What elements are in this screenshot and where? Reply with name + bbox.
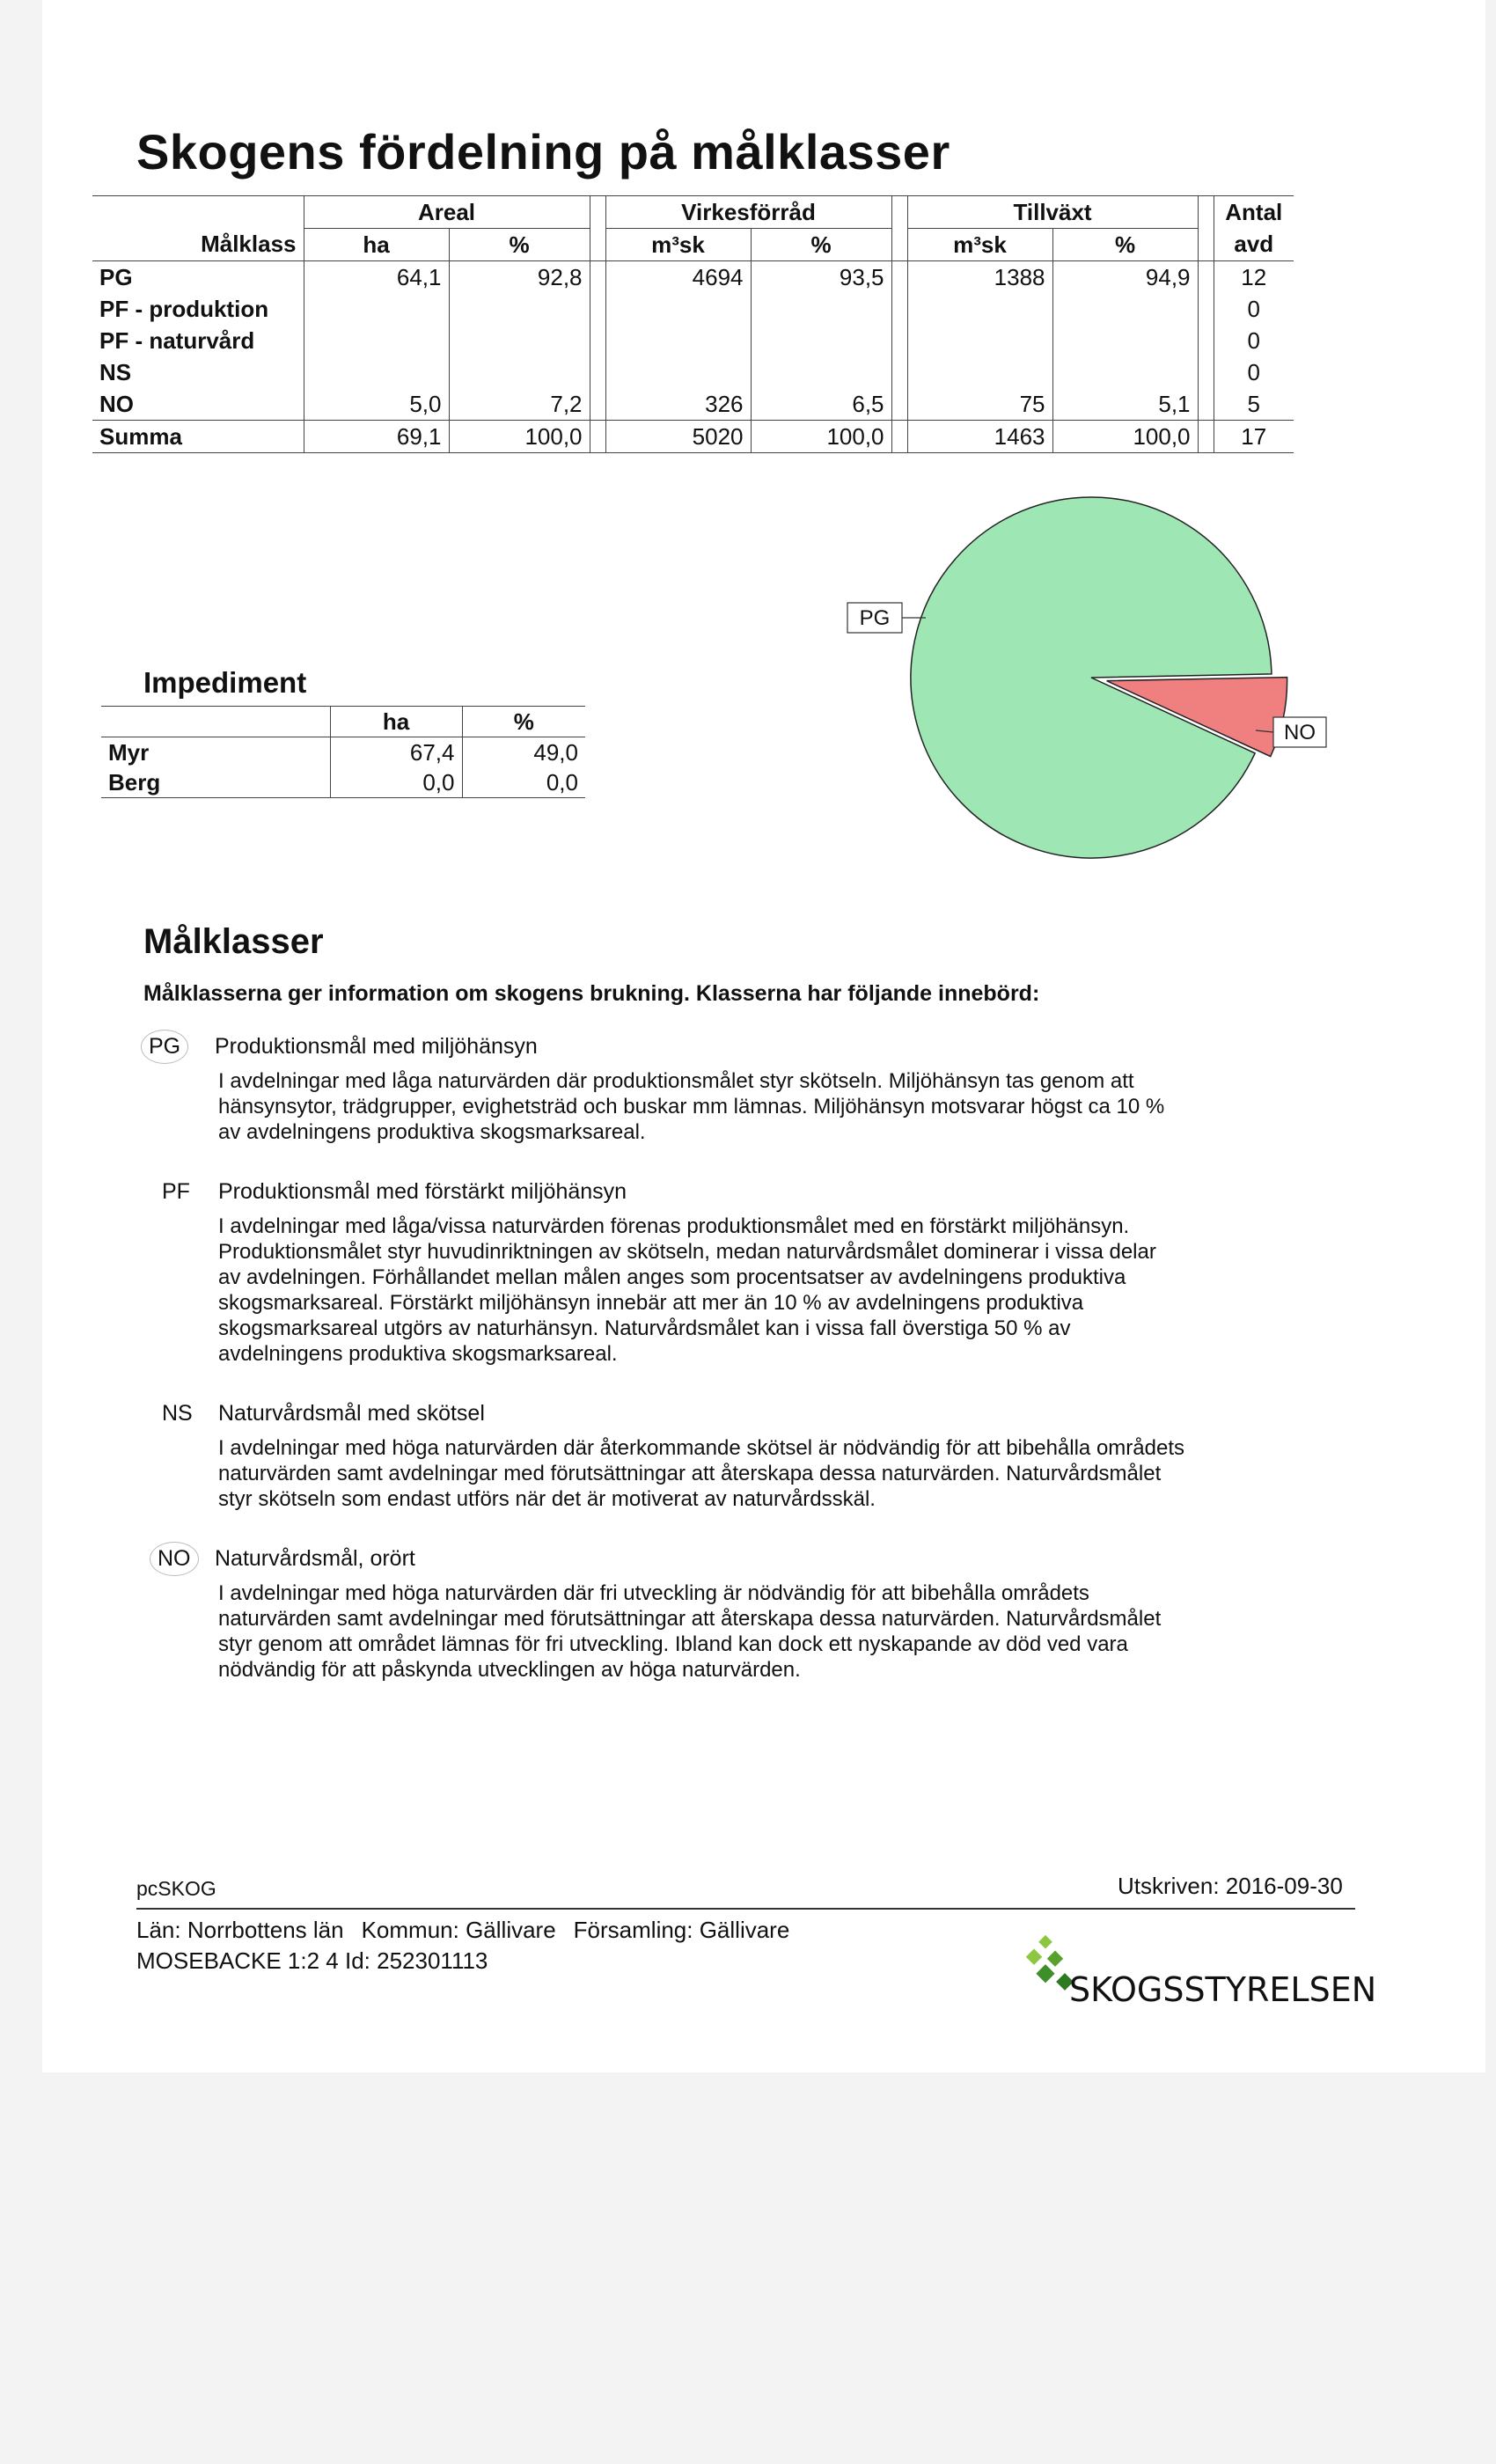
desc-line: I avdelningar med höga naturvärden där fri utveckling är nödvändig för att bibehålla områdets (218, 1581, 1089, 1605)
table-row (101, 737, 585, 768)
class-name: Produktionsmål med förstärkt miljöhänsyn (218, 1178, 627, 1204)
impediment-table (101, 706, 585, 798)
table-cell: 94,9 (1052, 261, 1198, 294)
impediment-title: Impediment (143, 666, 307, 699)
class-description (141, 1214, 1311, 1367)
desc-line: avdelningens produktiva skogsmarksareal. (218, 1342, 618, 1366)
desc-line: skogsmarksareal utgörs av naturhänsyn. Naturvårdsmålet kan i vissa fall överstiga 50 % av (218, 1316, 1071, 1340)
pie-label-no: NO (1284, 721, 1316, 744)
table-cell (1052, 293, 1198, 325)
class-code: NO (150, 1542, 199, 1576)
table-cell: 6,5 (751, 388, 891, 421)
unit-header: % (449, 229, 590, 261)
col-label-malklass: Målklass (92, 229, 304, 261)
row-label: PF - naturvård (99, 326, 255, 354)
table-cell (304, 293, 449, 325)
table-cell: 92,8 (449, 261, 590, 294)
sum-cell: 100,0 (449, 421, 590, 453)
footer-location (136, 1917, 789, 1944)
group-header-areal: Areal (304, 196, 590, 229)
sum-cell: 17 (1214, 421, 1294, 453)
table-cell: 5,0 (304, 388, 449, 421)
unit-header: % (1052, 229, 1198, 261)
table-cell: 5 (1214, 388, 1294, 421)
page-title: Skogens fördelning på målklasser (136, 124, 950, 180)
table-cell (1052, 356, 1198, 388)
table-cell (907, 325, 1052, 356)
classes-intro: Målklasserna ger information om skogens brukning. Klasserna har följande innebörd: (143, 981, 1040, 1006)
unit-header: % (751, 229, 891, 261)
table-cell (449, 325, 590, 356)
table-cell: 64,1 (304, 261, 449, 294)
table-cell: 7,2 (449, 388, 590, 421)
class-item-no (141, 1542, 1311, 1683)
desc-line: Produktionsmålet styr huvudinriktningen av skötseln, medan naturvårdsmålet dominerar i vissa delar (218, 1240, 1156, 1264)
table-cell: 67,4 (330, 737, 462, 768)
class-item-pf (141, 1175, 1311, 1367)
row-label: NO (99, 390, 134, 417)
sum-cell: 1463 (907, 421, 1052, 453)
table-row (101, 767, 585, 798)
desc-line: I avdelningar med låga naturvärden där produktionsmålet styr skötseln. Miljöhänsyn tas genom att (218, 1069, 1134, 1093)
footer-lan: Län: Norrbottens län (136, 1917, 344, 1943)
table-cell: 4694 (605, 261, 751, 294)
table-row (92, 388, 1294, 421)
table-cell (449, 356, 590, 388)
table-cell (605, 356, 751, 388)
desc-line: naturvärden samt avdelningar med förutsättningar att återskapa dessa naturvärden. Naturvårdsmålet (218, 1607, 1162, 1631)
sum-label: Summa (92, 421, 304, 453)
desc-line: nödvändig för att påskynda utvecklingen av höga naturvärden. (218, 1658, 801, 1682)
unit-header: ha (304, 229, 449, 261)
table-cell: 0 (1214, 293, 1294, 325)
row-label: PG (99, 263, 133, 290)
unit-header: avd (1214, 229, 1294, 261)
table-cell (605, 325, 751, 356)
sum-row (92, 421, 1294, 453)
table-cell (1052, 325, 1198, 356)
table-cell: 93,5 (751, 261, 891, 294)
desc-line: av avdelningen. Förhållandet mellan målen anges som procentsatser av avdelningens produktiva (218, 1265, 1126, 1289)
row-label: NS (99, 358, 132, 385)
desc-line: I avdelningar med låga/vissa naturvärden förenas produktionsmålet med en förstärkt miljöhänsyn. (218, 1214, 1130, 1238)
footer-program: pcSKOG (136, 1877, 216, 1900)
desc-line: skogsmarksareal. Förstärkt miljöhänsyn innebär att mer än 10 % av avdelningens produktiva (218, 1291, 1084, 1315)
row-label: PF - produktion (99, 295, 269, 322)
class-description (141, 1580, 1311, 1683)
table-cell (751, 325, 891, 356)
table-cell (304, 325, 449, 356)
table-cell: 1388 (907, 261, 1052, 294)
footer-kommun: Kommun: Gällivare (361, 1917, 556, 1943)
row-label: Myr (108, 738, 150, 766)
sum-cell: 100,0 (751, 421, 891, 453)
class-code: PF (162, 1178, 190, 1204)
table-cell: 0 (1214, 325, 1294, 356)
table-cell: 5,1 (1052, 388, 1198, 421)
class-code: NS (162, 1400, 193, 1426)
table-cell: 49,0 (462, 737, 585, 768)
logo-text: SKOGSSTYRELSEN (1069, 1970, 1377, 2009)
table-row (92, 261, 1294, 294)
table-cell (751, 293, 891, 325)
sum-cell: 100,0 (1052, 421, 1198, 453)
class-item-ns (141, 1397, 1311, 1512)
table-cell: 12 (1214, 261, 1294, 294)
table-cell: 326 (605, 388, 751, 421)
group-header-tillvaxt: Tillväxt (907, 196, 1198, 229)
classes-title: Målklasser (143, 922, 324, 961)
table-row (92, 325, 1294, 356)
skogsstyrelsen-logo (1016, 1932, 1377, 2011)
pie-slice-pg (911, 497, 1272, 858)
distribution-table (92, 195, 1294, 453)
table-row (92, 356, 1294, 388)
desc-line: I avdelningar med höga naturvärden där återkommande skötsel är nödvändig för att bibehålla områdets (218, 1436, 1184, 1460)
class-name: Naturvårdsmål med skötsel (218, 1400, 485, 1426)
unit-header: m³sk (907, 229, 1052, 261)
table-cell (449, 293, 590, 325)
sum-cell: 69,1 (304, 421, 449, 453)
table-cell: 75 (907, 388, 1052, 421)
table-cell (751, 356, 891, 388)
desc-line: styr skötseln som endast utförs när det är motiverat av naturvårdsskäl. (218, 1487, 876, 1511)
class-description (141, 1435, 1311, 1512)
desc-line: naturvärden samt avdelningar med förutsättningar att återskapa dessa naturvärden. Naturvårdsmålet (218, 1462, 1162, 1485)
group-header-antal: Antal (1214, 196, 1294, 229)
class-name: Produktionsmål med miljöhänsyn (215, 1033, 538, 1059)
table-cell (907, 356, 1052, 388)
unit-header: ha (330, 707, 462, 737)
classes-list (141, 1030, 1311, 1712)
table-cell: 0,0 (330, 767, 462, 798)
table-cell (304, 356, 449, 388)
pie-chart (818, 475, 1364, 880)
class-name: Naturvårdsmål, orört (215, 1545, 415, 1571)
unit-header: % (462, 707, 585, 737)
desc-line: av avdelningens produktiva skogsmarksareal. (218, 1120, 646, 1144)
desc-line: styr genom att området lämnas för fri utveckling. Ibland kan dock ett nyskapande av död ved vara (218, 1632, 1128, 1656)
class-code: PG (141, 1030, 188, 1064)
class-description (141, 1068, 1311, 1145)
group-header-virkesforrad: Virkesförråd (605, 196, 891, 229)
table-cell (605, 293, 751, 325)
sum-cell: 5020 (605, 421, 751, 453)
table-cell (907, 293, 1052, 325)
footer-printed-date: Utskriven: 2016-09-30 (1118, 1873, 1343, 1899)
footer-forsamling: Församling: Gällivare (573, 1917, 790, 1943)
table-row (92, 293, 1294, 325)
table-cell: 0,0 (462, 767, 585, 798)
table-cell: 0 (1214, 356, 1294, 388)
row-label: Berg (101, 767, 330, 798)
unit-header: m³sk (605, 229, 751, 261)
desc-line: hänsynsytor, trädgrupper, evighetsträd och buskar mm lämnas. Miljöhänsyn motsvarar högst ca 10 % (218, 1095, 1165, 1118)
footer-property: MOSEBACKE 1:2 4 Id: 252301113 (136, 1947, 488, 1974)
class-item-pg (141, 1030, 1311, 1145)
footer-divider (136, 1908, 1355, 1910)
pie-label-pg: PG (859, 606, 891, 630)
